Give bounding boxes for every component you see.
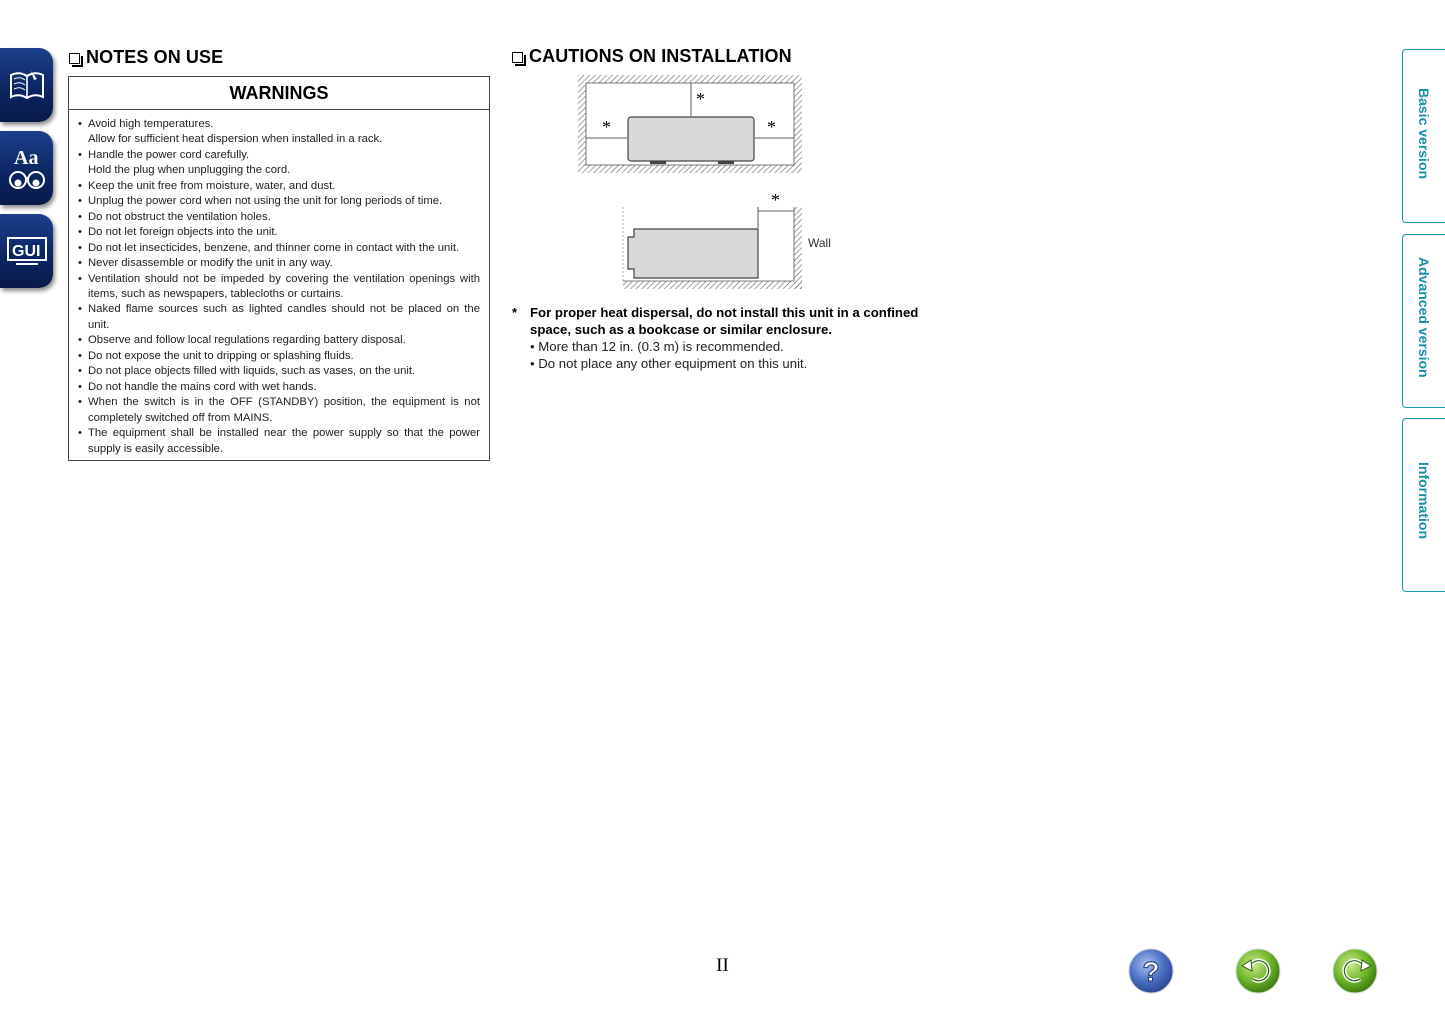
notes-on-use-heading <box>69 47 223 68</box>
list-item: • Do not obstruct the ventilation holes. <box>78 210 480 225</box>
list-item: • Naked flame sources such as lighted candles should not be placed on the unit. <box>78 302 480 333</box>
list-item: • Observe and follow local regulations regarding battery disposal. <box>78 333 480 348</box>
unit-side-shape <box>628 229 758 278</box>
checkbox-bullet-icon <box>512 52 523 63</box>
list-item: • Handle the power cord carefully. Hold the plug when unplugging the cord. <box>78 148 480 179</box>
top-view-enclosure <box>578 75 802 173</box>
index-aa-icon <box>7 142 47 194</box>
list-item: • Ventilation should not be impeded by covering the ventilation openings with items, such as newspapers, tablecloths or curtains. <box>78 272 480 303</box>
svg-text:?: ? <box>1142 956 1160 987</box>
note-bold-text: For proper heat dispersal, do not install this unit in a confined space, such as a bookcase or similar enclosure. <box>530 305 919 338</box>
svg-text:GUI: GUI <box>11 243 40 260</box>
side-view <box>623 190 831 289</box>
tab-information[interactable] <box>1402 418 1445 592</box>
warnings-box <box>68 76 490 461</box>
clearance-star-back: * <box>771 190 780 210</box>
cautions-title: CAUTIONS ON INSTALLATION <box>529 46 792 66</box>
tab-label: Basic version <box>1416 88 1432 180</box>
list-item: • The equipment shall be installed near the power supply so that the power supply is easily accessible. <box>78 426 480 457</box>
index-button[interactable] <box>0 131 53 205</box>
note-item: • More than 12 in. (0.3 m) is recommended. <box>530 339 784 354</box>
forward-button[interactable] <box>1332 948 1378 994</box>
checkbox-bullet-icon <box>69 53 80 64</box>
list-item: • Never disassemble or modify the unit in any way. <box>78 256 480 271</box>
gui-icon <box>6 235 48 267</box>
warnings-list <box>69 110 489 457</box>
help-icon <box>1128 948 1174 994</box>
tab-basic-version[interactable] <box>1402 49 1445 223</box>
contents-book-button[interactable] <box>0 48 53 122</box>
cautions-heading <box>512 46 792 67</box>
list-item: • Do not handle the mains cord with wet hands. <box>78 380 480 395</box>
note-item: • Do not place any other equipment on this unit. <box>530 356 808 371</box>
clearance-star-left: * <box>602 117 611 137</box>
clearance-star-right: * <box>767 117 776 137</box>
list-item: • Unplug the power cord when not using the unit for long periods of time. <box>78 194 480 209</box>
contents-book-icon <box>7 67 47 103</box>
note-star: * <box>512 305 518 320</box>
list-item: • Keep the unit free from moisture, water, and dust. <box>78 179 480 194</box>
warnings-title: WARNINGS <box>69 77 489 110</box>
back-button[interactable] <box>1235 948 1281 994</box>
unit-shape <box>628 117 754 161</box>
list-item: • When the switch is in the OFF (STANDBY) position, the equipment is not completely switched off from MAINS. <box>78 395 480 426</box>
notes-on-use-title: NOTES ON USE <box>86 47 224 67</box>
wall-label: Wall <box>808 236 831 250</box>
list-item: • Do not place objects filled with liquids, such as vases, on the unit. <box>78 364 480 379</box>
back-arrow-icon <box>1235 948 1281 994</box>
gui-button[interactable] <box>0 214 53 288</box>
list-item: • Do not let insecticides, benzene, and thinner come in contact with the unit. <box>78 241 480 256</box>
list-item: • Do not let foreign objects into the unit. <box>78 225 480 240</box>
help-button[interactable] <box>1128 948 1174 994</box>
page-number: II <box>716 955 729 976</box>
svg-text:Aa: Aa <box>13 147 38 169</box>
list-item: • Avoid high temperatures. Allow for sufficient heat dispersion when installed in a rack. <box>78 117 480 148</box>
tab-advanced-version[interactable] <box>1402 234 1445 408</box>
clearance-star-top: * <box>696 89 705 109</box>
installation-diagram <box>578 75 838 295</box>
tab-label: Advanced version <box>1416 257 1432 378</box>
tab-label: Information <box>1416 462 1432 539</box>
forward-arrow-icon <box>1332 948 1378 994</box>
list-item: • Do not expose the unit to dripping or splashing fluids. <box>78 349 480 364</box>
